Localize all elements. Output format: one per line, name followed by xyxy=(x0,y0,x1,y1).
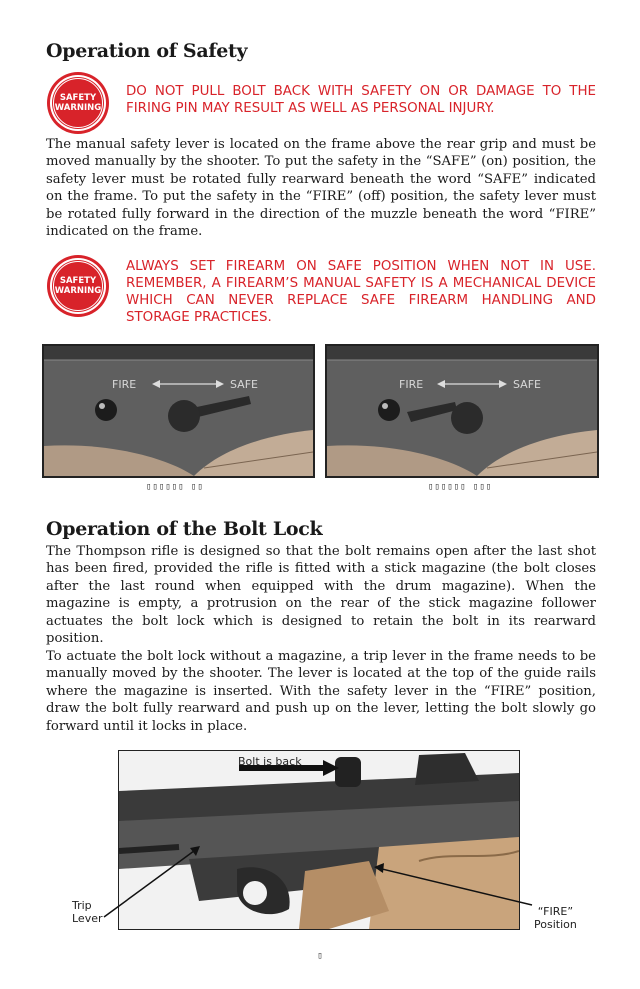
label-fire-line-1: “FIRE” xyxy=(537,905,574,918)
bolt-lock-paragraph-1: The Thompson rifle is designed so that the bolt remains open after the last shot has been fired, provided the rifle is fitted with a stick magazine (the bolt closes after the last round when equipped with the drum magazine). When the magazine is empty, a protrusion on the rear of the stick magazine follower actuates the bolt lock which is designed to retain the bolt in its rearward position. xyxy=(46,544,596,647)
badge-line-1: SAFETY xyxy=(59,276,97,286)
badge-line-2: WARNING xyxy=(54,286,102,296)
caption-safe: ▯▯▯▯▯▯ ▯▯▯ xyxy=(428,482,493,492)
label-bolt-is-back: Bolt is back xyxy=(238,755,302,768)
photo-label-fire-2: FIRE xyxy=(399,378,424,391)
label-fire-position xyxy=(534,905,577,931)
photo-label-safe-2: SAFE xyxy=(513,378,541,391)
caption-fire: ▯▯▯▯▯▯ ▯▯ xyxy=(146,482,204,492)
warning-text-1: DO NOT PULL BOLT BACK WITH SAFETY ON OR DAMAGE TO THE FIRING PIN MAY RESULT AS WELL AS PERSONAL INJURY. xyxy=(126,84,596,116)
section-heading-safety: Operation of Safety xyxy=(46,40,248,62)
section-heading-bolt-lock: Operation of the Bolt Lock xyxy=(46,518,323,540)
page-number: ▯ xyxy=(317,951,323,961)
badge-line-2: WARNING xyxy=(54,103,102,113)
bolt-lock-paragraph-2: To actuate the bolt lock without a magazine, a trip lever in the frame needs to be manually moved by the shooter. The lever is located at the top of the guide rails where the magazine is inserted. With the safety lever in the “FIRE” position, draw the bolt fully rearward and push up on the lever, letting the bolt slowly go forward until it locks in place. xyxy=(46,649,596,734)
label-trip-line-2: Lever xyxy=(72,912,103,925)
photo-label-safe: SAFE xyxy=(230,378,258,391)
label-fire-line-2: Position xyxy=(534,918,577,931)
badge-line-1: SAFETY xyxy=(59,93,97,103)
warning-text-2: ALWAYS SET FIREARM ON SAFE POSITION WHEN NOT IN USE. REMEMBER, A FIREARM’S MANUAL SAFETY IS A MECHANICAL DEVICE WHICH CAN NEVER REPLACE SAFE FIREARM HANDLING AND STORAGE PRACTICES. xyxy=(126,259,596,325)
label-trip-line-1: Trip xyxy=(72,899,92,912)
safety-body-text: The manual safety lever is located on the frame above the rear grip and must be moved manually by the shooter. To put the safety in the “SAFE” (on) position, the safety lever must be rotated fully rearward beneath the word “SAFE” indicated on the frame. To put the safety in the “FIRE” (off) position, the safety lever must be rotated fully forward in the direction of the muzzle beneath the word “FIRE” indicated on the frame. xyxy=(46,137,596,240)
photo-label-fire: FIRE xyxy=(112,378,137,391)
